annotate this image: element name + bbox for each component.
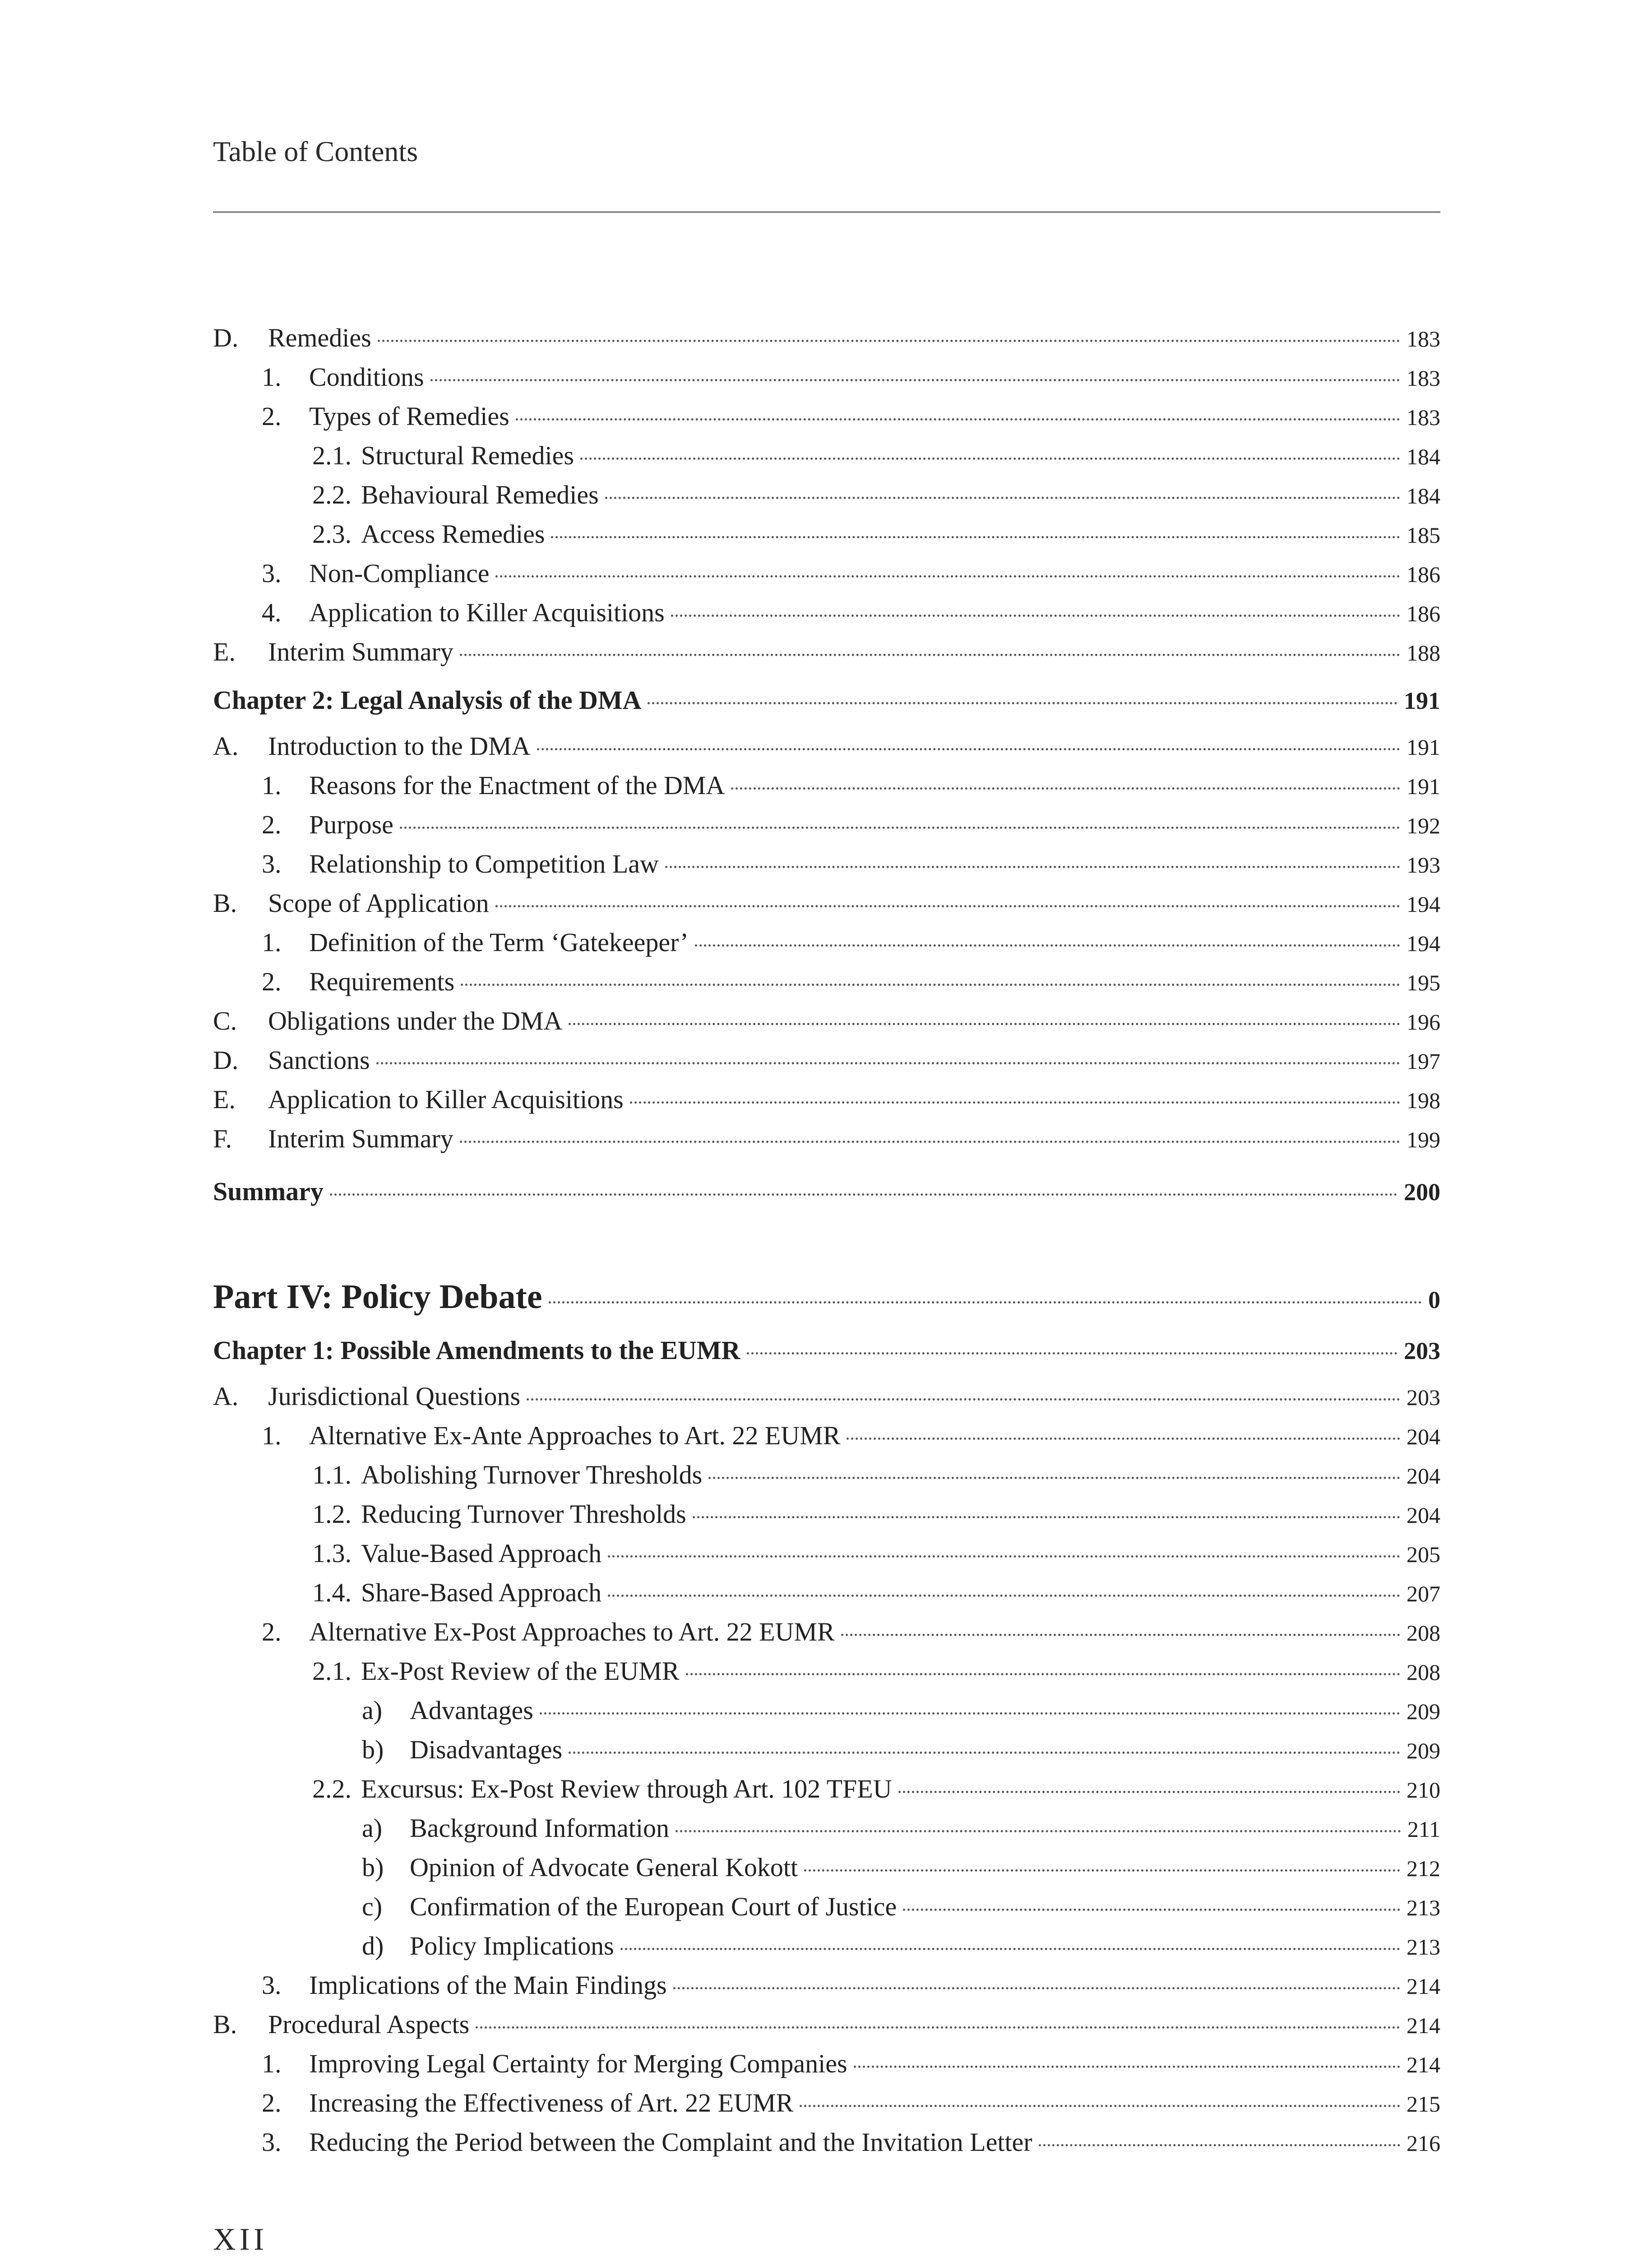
dot-leader: [686, 1673, 1400, 1675]
toc-entry[interactable]: [213, 632, 1440, 671]
dot-leader: [495, 905, 1400, 907]
dot-leader: [630, 1101, 1400, 1104]
toc-entry-number: D.: [213, 1045, 239, 1075]
toc-entry-title: Types of Remedies: [309, 402, 509, 431]
toc-entry[interactable]: [213, 1612, 1440, 1651]
toc-entry[interactable]: [213, 514, 1440, 554]
dot-leader: [731, 787, 1400, 790]
toc-entry-number: F.: [213, 1124, 232, 1153]
toc-entry[interactable]: [213, 1965, 1440, 2005]
toc-entry-number: C.: [213, 1006, 237, 1036]
toc-entry-number: 2.1.: [312, 1656, 352, 1686]
dot-leader: [540, 1712, 1400, 1715]
toc-entry-number: B.: [213, 2010, 237, 2039]
toc-entry-number: 1.: [262, 362, 282, 392]
toc-entry[interactable]: [213, 1416, 1440, 1455]
toc-entry[interactable]: [213, 1272, 1440, 1322]
dot-leader: [549, 1301, 1422, 1304]
dot-leader: [460, 654, 1400, 656]
toc-entry[interactable]: [213, 2005, 1440, 2044]
toc-entry-title: Introduction to the DMA: [268, 731, 531, 761]
toc-entry-page: 195: [1407, 970, 1440, 995]
toc-entry-title: Alternative Ex-Post Approaches to Art. 22 EUMR: [309, 1617, 835, 1646]
toc-entry[interactable]: [213, 2044, 1440, 2083]
toc-entry-number: 1.2.: [312, 1499, 352, 1529]
toc-entry-number: 1.: [262, 1421, 282, 1450]
toc-entry[interactable]: [213, 1172, 1440, 1211]
toc-entry[interactable]: [213, 1691, 1440, 1730]
toc-entry-title: Policy Implications: [410, 1931, 614, 1960]
toc-entry[interactable]: [213, 1848, 1440, 1887]
toc-entry-title: Relationship to Competition Law: [309, 849, 659, 878]
toc-entry-page: 197: [1407, 1049, 1440, 1074]
toc-entry-page: 205: [1407, 1542, 1440, 1567]
dot-leader: [476, 2026, 1400, 2029]
toc-entry-title: Interim Summary: [268, 1124, 453, 1153]
dot-leader: [608, 1555, 1400, 1558]
toc-entry-number: A.: [213, 1382, 239, 1411]
toc-entry-title: Reducing Turnover Thresholds: [361, 1499, 686, 1529]
toc-entry[interactable]: [213, 1331, 1440, 1370]
toc-entry-number: 3.: [262, 849, 282, 878]
dot-leader: [330, 1193, 1397, 1196]
toc-entry-title: Excursus: Ex-Post Review through Art. 102 TFEU: [361, 1774, 892, 1803]
toc-entry-page: 212: [1407, 1856, 1440, 1881]
toc-entry-page: 209: [1407, 1738, 1440, 1763]
toc-entry-title: Jurisdictional Questions: [268, 1382, 521, 1411]
toc-entry-number: B.: [213, 888, 237, 918]
toc-entry-number: 3.: [262, 1970, 282, 2000]
toc-entry-title: Part IV: Policy Debate: [213, 1278, 542, 1316]
toc-entry-page: 198: [1407, 1088, 1440, 1113]
toc-entry-title: Remedies: [268, 323, 371, 352]
toc-entry-number: 1.: [262, 2049, 282, 2078]
toc-entry-title: Background Information: [410, 1813, 670, 1843]
toc-entry-number: D.: [213, 323, 239, 352]
toc-entry-number: E.: [213, 637, 236, 666]
toc-entry-page: 208: [1407, 1620, 1440, 1646]
toc-entry-page: 204: [1407, 1424, 1440, 1449]
dot-leader: [693, 1516, 1400, 1518]
toc-entry[interactable]: [213, 436, 1440, 475]
dot-leader: [1039, 2144, 1400, 2146]
toc-entry-page: 183: [1407, 326, 1440, 351]
toc-entry-number: d): [362, 1931, 384, 1960]
dot-leader: [676, 1830, 1401, 1832]
toc-entry-title: Access Remedies: [361, 519, 545, 549]
header-rule: [213, 211, 1440, 213]
toc-entry-number: 2.: [262, 402, 282, 431]
toc-entry-number: 3.: [262, 559, 282, 588]
toc-entry-page: 215: [1407, 2091, 1440, 2117]
dot-leader: [847, 1438, 1400, 1440]
dot-leader: [569, 1752, 1400, 1754]
toc-entry[interactable]: [213, 1001, 1440, 1040]
toc-entry[interactable]: [213, 805, 1440, 844]
toc-entry-page: 191: [1407, 774, 1440, 799]
toc-entry-number: 1.1.: [312, 1460, 352, 1489]
toc-entry[interactable]: [213, 1887, 1440, 1926]
toc-entry[interactable]: [213, 1926, 1440, 1965]
dot-leader: [537, 748, 1400, 750]
toc-entry-page: 194: [1407, 892, 1440, 917]
dot-leader: [898, 1791, 1400, 1793]
toc-entry-number: 1.: [262, 771, 282, 800]
toc-entry[interactable]: [213, 2083, 1440, 2122]
toc-entry[interactable]: [213, 1119, 1440, 1158]
toc-entry-page: 196: [1407, 1009, 1440, 1035]
toc-entry-number: 3.: [262, 2127, 282, 2157]
toc-entry-number: 2.3.: [312, 519, 352, 549]
toc-entry-page: 194: [1407, 931, 1440, 956]
toc-entry-page: 191: [1407, 735, 1440, 760]
toc-entry-page: 183: [1407, 365, 1440, 391]
dot-leader: [376, 1062, 1400, 1064]
toc-entry-number: E.: [213, 1085, 236, 1114]
toc-entry-page: 209: [1407, 1699, 1440, 1724]
toc-entry-title: Ex-Post Review of the EUMR: [361, 1656, 680, 1686]
toc-entry-title: Procedural Aspects: [268, 2010, 470, 2039]
dot-leader: [527, 1398, 1400, 1401]
toc-entry-page: 213: [1407, 1934, 1440, 1960]
toc-entry-page: 186: [1407, 562, 1440, 587]
toc-entry-title: Summary: [213, 1177, 324, 1206]
toc-entry-number: 2.: [262, 967, 282, 996]
toc-entry-number: 2.: [262, 1617, 282, 1646]
running-head: Table of Contents: [213, 135, 418, 167]
toc-entry-page: 214: [1407, 1974, 1440, 1999]
toc-entry-page: 204: [1407, 1463, 1440, 1489]
toc-entry-title: Increasing the Effectiveness of Art. 22 EUMR: [309, 2088, 794, 2117]
toc-entry-title: Purpose: [309, 810, 393, 839]
toc-entry-number: b): [362, 1735, 384, 1764]
toc-entry[interactable]: [213, 726, 1440, 766]
toc-entry-title: Scope of Application: [268, 888, 489, 918]
dot-leader: [854, 2066, 1400, 2068]
toc-entry-title: Advantages: [410, 1696, 533, 1725]
toc-entry-title: Structural Remedies: [361, 441, 574, 470]
toc-entry[interactable]: [213, 962, 1440, 1001]
toc-entry-title: Application to Killer Acquisitions: [268, 1085, 624, 1114]
toc-entry-title: Obligations under the DMA: [268, 1006, 563, 1036]
dot-leader: [516, 418, 1400, 421]
toc-entry-page: 184: [1407, 483, 1440, 509]
toc-entry[interactable]: [213, 923, 1440, 962]
toc-entry-title: Non-Compliance: [309, 559, 490, 588]
dot-leader: [800, 2105, 1400, 2107]
dot-leader: [671, 615, 1400, 617]
toc-entry[interactable]: [213, 1534, 1440, 1573]
toc-entry-page: 193: [1407, 852, 1440, 878]
toc-entry-title: Chapter 1: Possible Amendments to the EUMR: [213, 1336, 740, 1365]
toc-entry-title: Chapter 2: Legal Analysis of the DMA: [213, 685, 642, 715]
toc-entry-title: Disadvantages: [410, 1735, 563, 1764]
toc-entry-title: Opinion of Advocate General Kokott: [410, 1853, 798, 1882]
toc-entry[interactable]: [213, 475, 1440, 514]
toc-entry-page: 204: [1407, 1502, 1440, 1528]
dot-leader: [400, 827, 1400, 829]
dot-leader: [804, 1869, 1400, 1872]
toc-entry-number: 2.1.: [312, 441, 352, 470]
dot-leader: [903, 1909, 1400, 1911]
toc-entry-title: Conditions: [309, 362, 424, 392]
toc-entry-number: 2.: [262, 810, 282, 839]
toc-entry-title: Improving Legal Certainty for Merging Companies: [309, 2049, 847, 2078]
toc-entry-number: 2.2.: [312, 1774, 352, 1803]
toc-entry[interactable]: [213, 1573, 1440, 1612]
toc-entry-page: 184: [1407, 444, 1440, 469]
toc-entry[interactable]: [213, 1377, 1440, 1416]
toc-entry[interactable]: [213, 680, 1440, 720]
toc-entry[interactable]: [213, 2122, 1440, 2162]
dot-leader: [620, 1948, 1400, 1950]
toc-entry-number: c): [362, 1892, 383, 1921]
toc-entry-title: Sanctions: [268, 1045, 370, 1075]
toc-entry-title: Abolishing Turnover Thresholds: [361, 1460, 703, 1489]
toc-entry[interactable]: [213, 1769, 1440, 1808]
dot-leader: [605, 497, 1400, 499]
toc-entry[interactable]: [213, 844, 1440, 883]
dot-leader: [378, 340, 1400, 342]
dot-leader: [665, 866, 1400, 868]
toc-entry-page: 208: [1407, 1660, 1440, 1685]
toc-entry[interactable]: [213, 766, 1440, 805]
toc-entry[interactable]: [213, 593, 1440, 632]
toc-entry[interactable]: [213, 1080, 1440, 1119]
toc-entry-page: 183: [1407, 405, 1440, 430]
toc-entry-title: Application to Killer Acquisitions: [309, 598, 665, 627]
dot-leader: [648, 702, 1397, 704]
dot-leader: [747, 1352, 1397, 1355]
dot-leader: [461, 984, 1400, 986]
table-of-contents: [213, 318, 1440, 2162]
toc-entry-title: Definition of the Term ‘Gatekeeper’: [309, 928, 689, 957]
dot-leader: [551, 536, 1400, 538]
toc-entry-page: 214: [1407, 2013, 1440, 2038]
toc-entry-page: 203: [1404, 1337, 1440, 1364]
toc-entry[interactable]: [213, 357, 1440, 397]
toc-entry-title: Reducing the Period between the Complaint and the Invitation Letter: [309, 2127, 1032, 2157]
toc-entry-number: A.: [213, 731, 239, 761]
toc-entry-page: 192: [1407, 813, 1440, 838]
dot-leader: [673, 1987, 1400, 1989]
toc-entry-page: 216: [1407, 2131, 1440, 2156]
toc-entry[interactable]: [213, 397, 1440, 436]
dot-leader: [430, 379, 1400, 381]
toc-entry-title: Value-Based Approach: [361, 1539, 602, 1568]
dot-leader: [695, 944, 1400, 947]
toc-entry-number: b): [362, 1853, 384, 1882]
toc-entry[interactable]: [213, 1494, 1440, 1534]
toc-entry[interactable]: [213, 1455, 1440, 1494]
toc-entry-page: 207: [1407, 1581, 1440, 1606]
dot-leader: [495, 575, 1400, 578]
toc-entry[interactable]: [213, 1651, 1440, 1691]
dot-leader: [608, 1595, 1400, 1597]
toc-entry[interactable]: [213, 1040, 1440, 1080]
toc-entry-page: 188: [1407, 640, 1440, 666]
toc-entry-page: 211: [1407, 1817, 1440, 1842]
toc-entry-number: 2.: [262, 2088, 282, 2117]
dot-leader: [841, 1634, 1400, 1636]
toc-entry-page: 203: [1407, 1385, 1440, 1410]
toc-entry-page: 214: [1407, 2052, 1440, 2077]
dot-leader: [460, 1141, 1400, 1143]
toc-entry-title: Alternative Ex-Ante Approaches to Art. 22 EUMR: [309, 1421, 841, 1450]
toc-entry-title: Behavioural Remedies: [361, 480, 599, 509]
toc-entry-title: Confirmation of the European Court of Justice: [410, 1892, 897, 1921]
dot-leader: [580, 458, 1400, 460]
dot-leader: [708, 1477, 1400, 1479]
toc-entry-number: 2.2.: [312, 480, 352, 509]
toc-entry[interactable]: [213, 1730, 1440, 1769]
toc-entry-title: Interim Summary: [268, 637, 453, 666]
toc-entry-title: Reasons for the Enactment of the DMA: [309, 771, 725, 800]
toc-entry[interactable]: [213, 883, 1440, 923]
toc-entry-title: Requirements: [309, 967, 455, 996]
toc-entry[interactable]: [213, 318, 1440, 357]
toc-entry-page: 186: [1407, 601, 1440, 626]
toc-entry-page: 200: [1404, 1179, 1440, 1206]
toc-entry-title: Share-Based Approach: [361, 1578, 602, 1607]
toc-entry-page: 210: [1407, 1777, 1440, 1803]
toc-entry[interactable]: [213, 554, 1440, 593]
dot-leader: [569, 1023, 1400, 1025]
toc-entry-number: a): [362, 1696, 383, 1725]
toc-entry-page: 185: [1407, 522, 1440, 548]
toc-entry[interactable]: [213, 1808, 1440, 1848]
page-folio: XII: [213, 2222, 268, 2256]
toc-entry-page: 0: [1428, 1286, 1440, 1313]
toc-entry-number: 1.4.: [312, 1578, 352, 1607]
toc-entry-page: 191: [1404, 687, 1440, 714]
toc-entry-title: Implications of the Main Findings: [309, 1970, 667, 2000]
toc-entry-number: 1.: [262, 928, 282, 957]
toc-entry-number: a): [362, 1813, 383, 1843]
toc-entry-page: 199: [1407, 1127, 1440, 1152]
toc-entry-number: 4.: [262, 598, 282, 627]
toc-entry-number: 1.3.: [312, 1539, 352, 1568]
toc-entry-page: 213: [1407, 1895, 1440, 1920]
